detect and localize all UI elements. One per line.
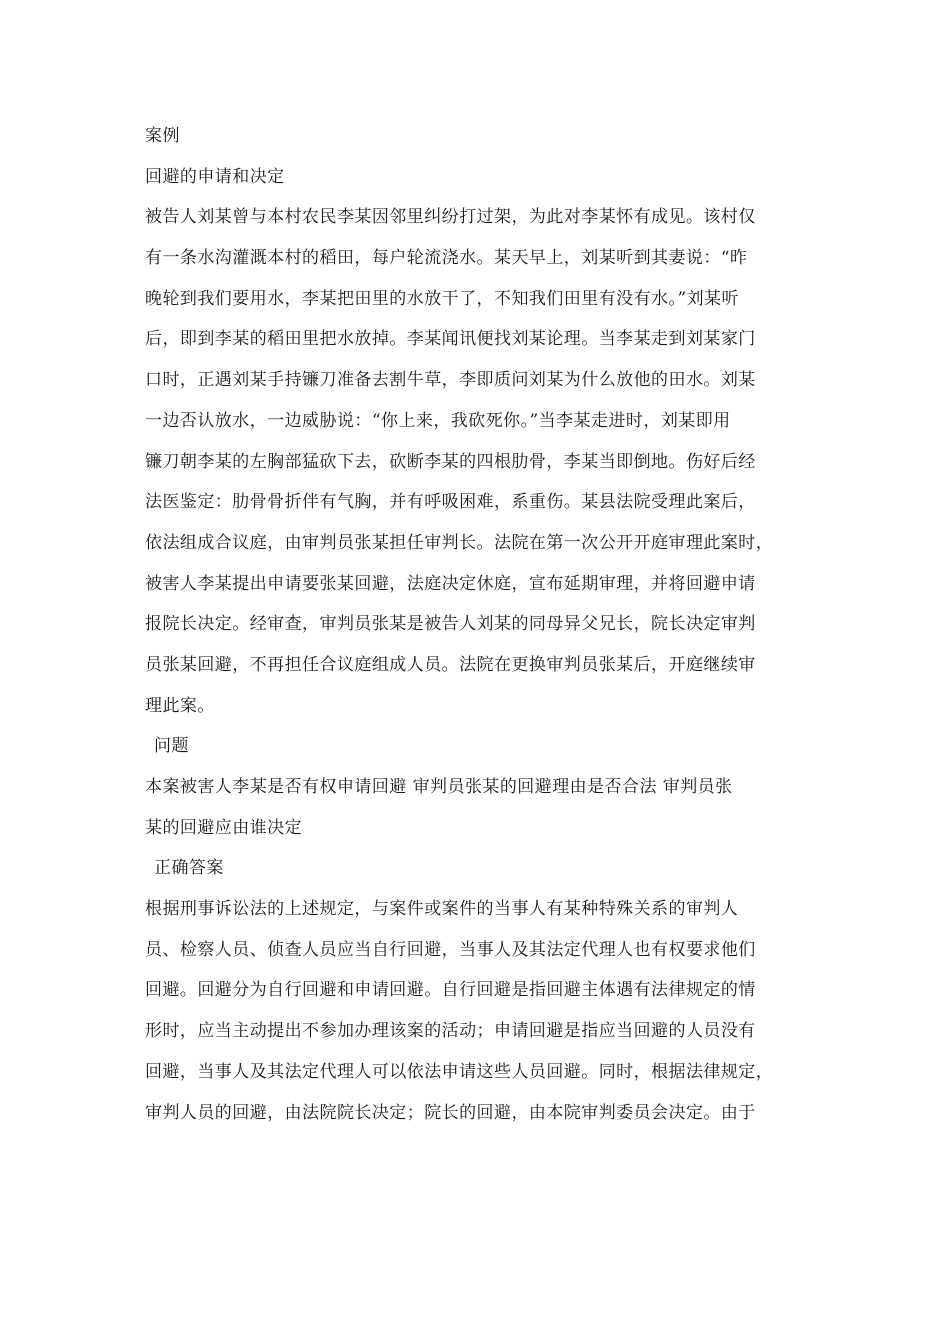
answer-line: 审判人员的回避，由法院院长决定；院长的回避，由本院审判委员会决定。由于 — [145, 1102, 756, 1123]
case-paragraph-line: 依法组成合议庭，由审判员张某担任审判长。法院在第一次公开开庭审理此案时， — [145, 532, 774, 553]
case-paragraph-line: 法医鉴定：肋骨骨折伴有气胸，并有呼吸困难，系重伤。某县法院受理此案后， — [145, 492, 756, 513]
question-line: 本案被害人李某是否有权申请回避 审判员张某的回避理由是否合法 审判员张 — [145, 777, 733, 797]
case-paragraph-line: 后，即到李某的稻田里把水放掉。李某闻讯便找刘某论理。当李某走到刘某家门 — [145, 329, 756, 350]
case-paragraph-line: 被告人刘某曾与本村农民李某因邻里纠纷打过架，为此对李某怀有成见。该村仅 — [145, 207, 756, 228]
document-body — [145, 116, 805, 1133]
case-paragraph-line: 有一条水沟灌溉本村的稻田，每户轮流浇水。某天早上，刘某听到其妻说：“昨 — [145, 248, 748, 269]
question-line: 某的回避应由谁决定 — [145, 817, 303, 838]
answer-line: 员、检察人员、侦查人员应当自行回避，当事人及其法定代理人也有权要求他们 — [145, 939, 756, 960]
answer-line: 根据刑事诉讼法的上述规定，与案件或案件的当事人有某种特殊关系的审判人 — [145, 899, 739, 920]
heading-topic: 回避的申请和决定 — [145, 166, 285, 187]
case-paragraph-line: 理此案。 — [145, 695, 215, 716]
heading-case: 案例 — [145, 126, 180, 146]
answer-line: 形时，应当主动提出不参加办理该案的活动；申请回避是指应当回避的人员没有 — [145, 1021, 756, 1042]
case-paragraph-line: 员张某回避，不再担任合议庭组成人员。法院在更换审判员张某后，开庭继续审 — [145, 654, 756, 675]
heading-answer: 正确答案 — [154, 858, 224, 879]
answer-line: 回避，当事人及其法定代理人可以依法申请这些人员回避。同时，根据法律规定， — [145, 1061, 774, 1082]
case-paragraph-line: 晚轮到我们要用水，李某把田里的水放干了，不知我们田里有没有水。”刘某听 — [145, 288, 739, 309]
heading-question: 问题 — [154, 736, 189, 757]
case-paragraph-line: 镰刀朝李某的左胸部猛砍下去，砍断李某的四根肋骨，李某当即倒地。伤好后经 — [145, 451, 756, 472]
case-paragraph-line: 一边否认放水，一边威胁说：“你上来，我砍死你。”当李某走进时，刘某即用 — [145, 410, 731, 431]
case-paragraph-line: 报院长决定。经审查，审判员张某是被告人刘某的同母异父兄长，院长决定审判 — [145, 614, 756, 635]
case-paragraph-line: 口时，正遇刘某手持镰刀准备去割牛草，李即质问刘某为什么放他的田水。刘某 — [145, 370, 756, 391]
case-paragraph-line: 被害人李某提出申请要张某回避，法庭决定休庭，宣布延期审理，并将回避申请 — [145, 573, 756, 594]
answer-line: 回避。回避分为自行回避和申请回避。自行回避是指回避主体遇有法律规定的情 — [145, 980, 756, 1001]
